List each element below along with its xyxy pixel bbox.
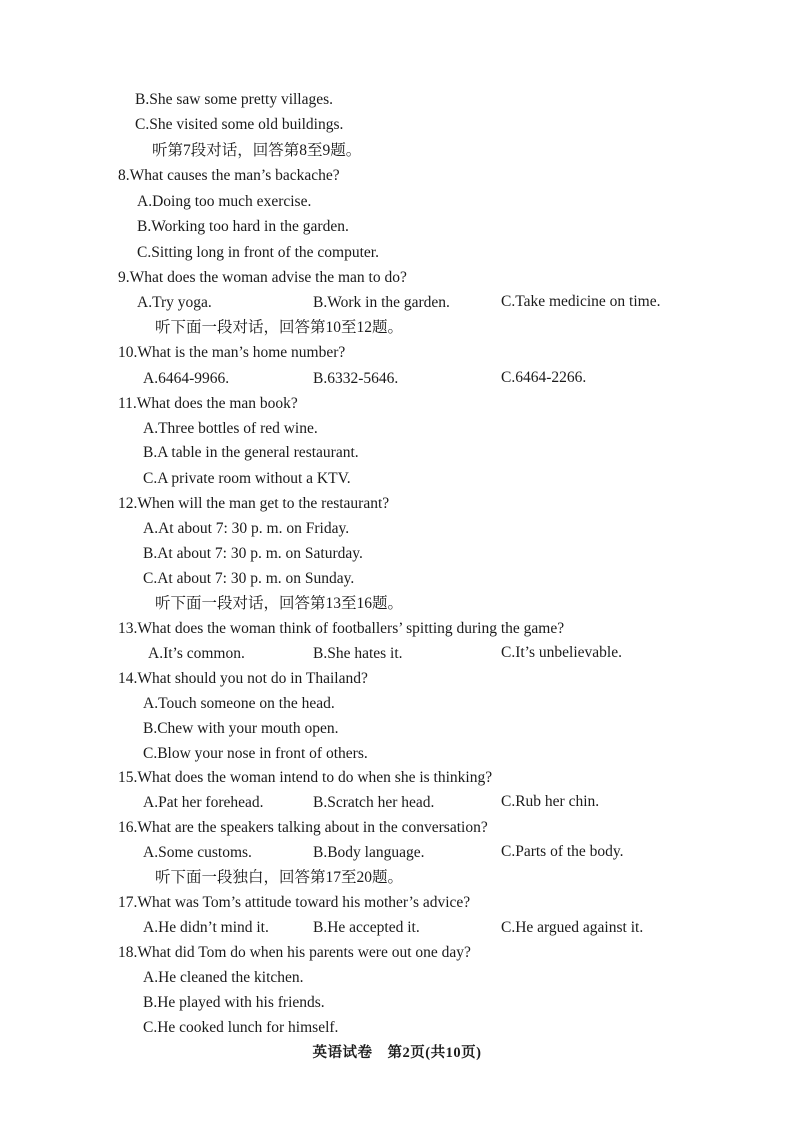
section-instruction: 听下面一段独白，回答第17至20题。 bbox=[155, 869, 404, 886]
option-text: C.A private room without a KTV. bbox=[143, 470, 351, 487]
option-text: B.6332-5646. bbox=[313, 370, 399, 387]
question-16: 16.What are the speakers talking about in the conversation? bbox=[118, 819, 488, 836]
question-11: 11.What does the man book? bbox=[118, 395, 298, 412]
option-text: C.She visited some old buildings. bbox=[135, 116, 344, 133]
option-text: B.Work in the garden. bbox=[313, 294, 450, 311]
option-text: C.Sitting long in front of the computer. bbox=[137, 244, 379, 261]
option-text: C.Take medicine on time. bbox=[501, 293, 661, 310]
option-text: C.He argued against it. bbox=[501, 919, 644, 936]
option-text: B.Body language. bbox=[313, 844, 425, 861]
option-text: A.Three bottles of red wine. bbox=[143, 420, 318, 437]
section-instruction: 听下面一段对话，回答第13至16题。 bbox=[155, 595, 404, 612]
option-text: A.It’s common. bbox=[148, 645, 245, 662]
option-text: B.He accepted it. bbox=[313, 919, 420, 936]
page-footer: 英语试卷 第2页(共10页) bbox=[312, 1045, 482, 1061]
option-text: B.He played with his friends. bbox=[143, 994, 325, 1011]
option-text: B.Scratch her head. bbox=[313, 794, 435, 811]
option-text: A.Doing too much exercise. bbox=[137, 193, 312, 210]
option-text: B.At about 7: 30 p. m. on Saturday. bbox=[143, 545, 363, 562]
question-10: 10.What is the man’s home number? bbox=[118, 344, 346, 361]
option-text: C.It’s unbelievable. bbox=[501, 644, 622, 661]
question-12: 12.When will the man get to the restaurant? bbox=[118, 495, 390, 512]
option-text: A.Some customs. bbox=[143, 844, 252, 861]
question-9: 9.What does the woman advise the man to do? bbox=[118, 269, 407, 286]
option-text: B.A table in the general restaurant. bbox=[143, 444, 359, 461]
option-text: C.Rub her chin. bbox=[501, 793, 600, 810]
option-text: B.Working too hard in the garden. bbox=[137, 218, 349, 235]
option-text: A.Try yoga. bbox=[137, 294, 212, 311]
question-17: 17.What was Tom’s attitude toward his mother’s advice? bbox=[118, 894, 471, 911]
option-text: C.Blow your nose in front of others. bbox=[143, 745, 368, 762]
question-14: 14.What should you not do in Thailand? bbox=[118, 670, 368, 687]
option-text: A.Touch someone on the head. bbox=[143, 695, 335, 712]
option-text: C.He cooked lunch for himself. bbox=[143, 1019, 339, 1036]
option-text: A.At about 7: 30 p. m. on Friday. bbox=[143, 520, 350, 537]
question-15: 15.What does the woman intend to do when she is thinking? bbox=[118, 769, 493, 786]
option-text: B.She saw some pretty villages. bbox=[135, 91, 334, 108]
section-instruction: 听第7段对话，回答第8至9题。 bbox=[152, 142, 362, 159]
option-text: C.Parts of the body. bbox=[501, 843, 624, 860]
option-text: A.He cleaned the kitchen. bbox=[143, 969, 304, 986]
option-text: C.6464-2266. bbox=[501, 369, 587, 386]
section-instruction: 听下面一段对话，回答第10至12题。 bbox=[155, 319, 404, 336]
option-text: B.Chew with your mouth open. bbox=[143, 720, 339, 737]
question-18: 18.What did Tom do when his parents were out one day? bbox=[118, 944, 471, 961]
question-13: 13.What does the woman think of footballers’ spitting during the game? bbox=[118, 620, 565, 637]
question-8: 8.What causes the man’s backache? bbox=[118, 167, 340, 184]
option-text: B.She hates it. bbox=[313, 645, 403, 662]
option-text: C.At about 7: 30 p. m. on Sunday. bbox=[143, 570, 355, 587]
option-text: A.6464-9966. bbox=[143, 370, 230, 387]
option-text: A.Pat her forehead. bbox=[143, 794, 264, 811]
option-text: A.He didn’t mind it. bbox=[143, 919, 269, 936]
